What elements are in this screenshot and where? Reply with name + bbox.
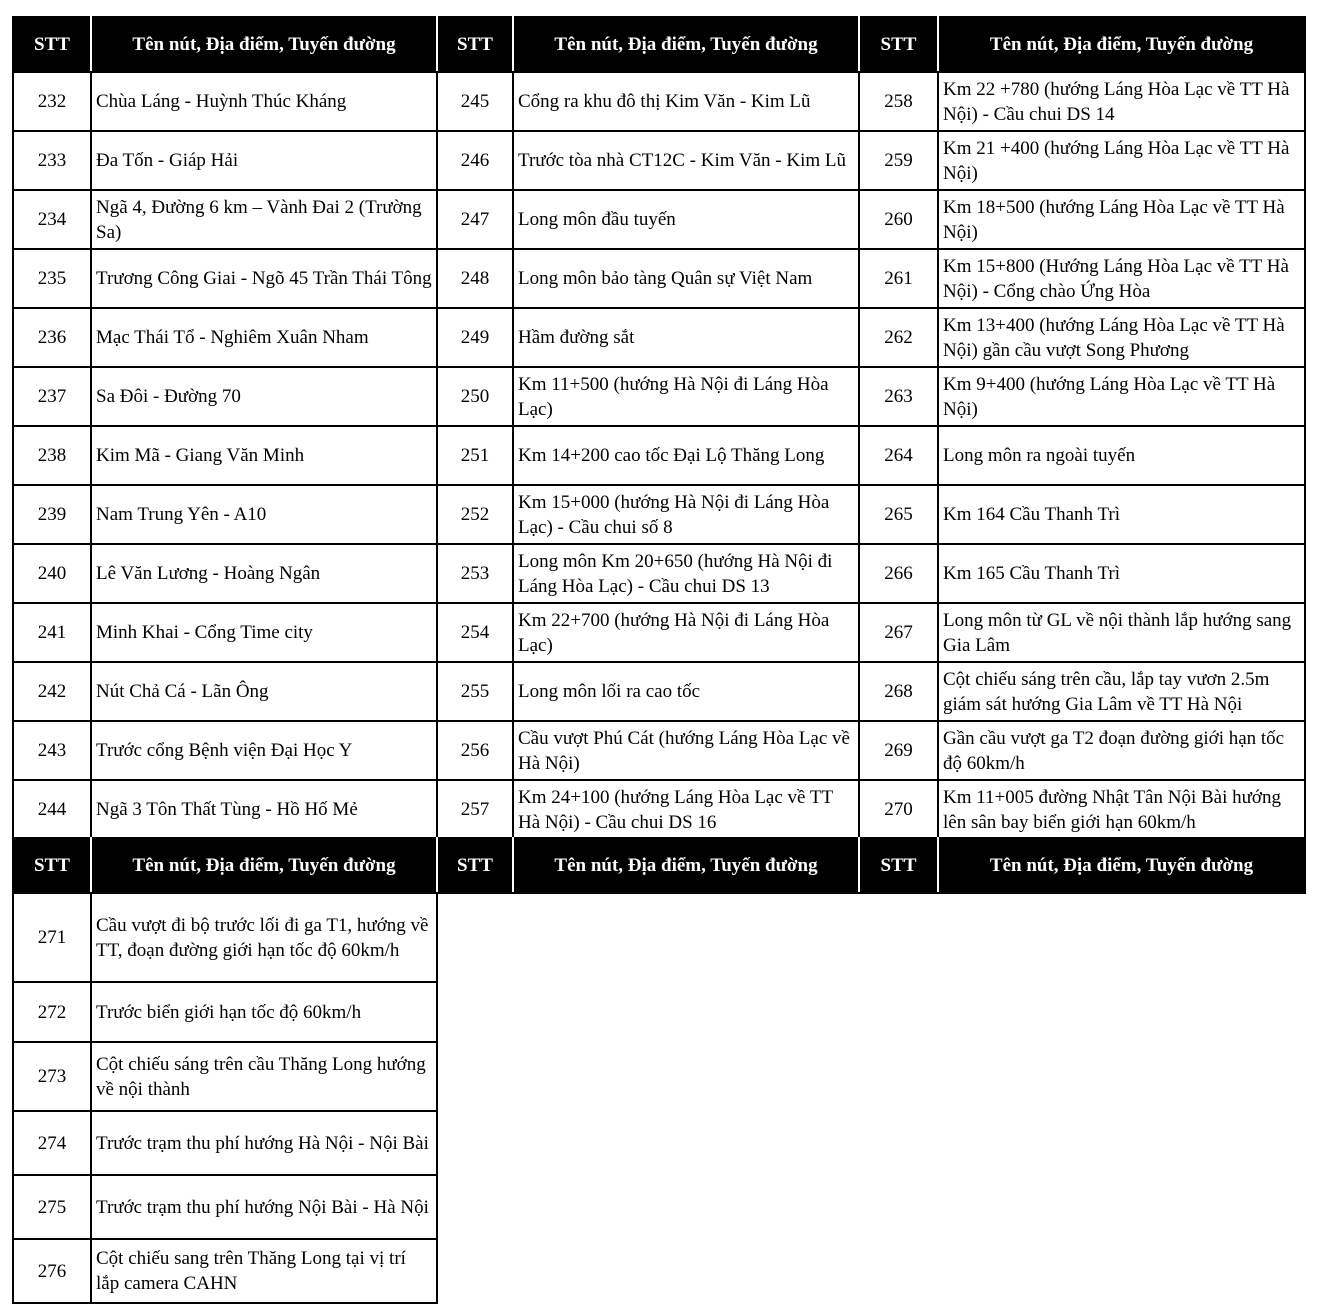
locations-table-second-header xyxy=(12,837,1306,894)
cell-location-name: Cột chiếu sáng trên cầu Thăng Long hướng về nội thành xyxy=(91,1042,437,1111)
cell-location-name: Hầm đường sắt xyxy=(513,308,859,367)
header-stt: STT xyxy=(13,17,91,72)
cell-stt: 258 xyxy=(859,72,938,131)
cell-stt: 262 xyxy=(859,308,938,367)
cell-location-name: Km 15+800 (Hướng Láng Hòa Lạc về TT Hà Nội) - Cổng chào Ứng Hòa xyxy=(938,249,1305,308)
table-header-row xyxy=(13,838,1305,893)
table-row xyxy=(13,893,437,982)
cell-location-name: Chùa Láng - Huỳnh Thúc Kháng xyxy=(91,72,437,131)
header-stt: STT xyxy=(859,17,938,72)
cell-location-name: Long môn lối ra cao tốc xyxy=(513,662,859,721)
cell-stt: 248 xyxy=(437,249,513,308)
cell-location-name: Ngã 3 Tôn Thất Tùng - Hồ Hố Mẻ xyxy=(91,780,437,839)
table-row xyxy=(13,662,1305,721)
cell-stt: 244 xyxy=(13,780,91,839)
cell-stt: 246 xyxy=(437,131,513,190)
cell-stt: 259 xyxy=(859,131,938,190)
table-row xyxy=(13,1042,437,1111)
cell-location-name: Km 14+200 cao tốc Đại Lộ Thăng Long xyxy=(513,426,859,485)
cell-location-name: Minh Khai - Cổng Time city xyxy=(91,603,437,662)
table-row xyxy=(13,367,1305,426)
cell-location-name: Lê Văn Lương - Hoàng Ngân xyxy=(91,544,437,603)
cell-stt: 234 xyxy=(13,190,91,249)
cell-location-name: Km 22+700 (hướng Hà Nội đi Láng Hòa Lạc) xyxy=(513,603,859,662)
cell-stt: 249 xyxy=(437,308,513,367)
cell-location-name: Cổng ra khu đô thị Kim Văn - Kim Lũ xyxy=(513,72,859,131)
header-name: Tên nút, Địa điểm, Tuyến đường xyxy=(938,838,1305,893)
cell-stt: 238 xyxy=(13,426,91,485)
cell-location-name: Mạc Thái Tổ - Nghiêm Xuân Nham xyxy=(91,308,437,367)
cell-stt: 253 xyxy=(437,544,513,603)
cell-location-name: Long môn Km 20+650 (hướng Hà Nội đi Láng Hòa Lạc) - Cầu chui DS 13 xyxy=(513,544,859,603)
cell-stt: 256 xyxy=(437,721,513,780)
table-row xyxy=(13,982,437,1042)
table-row xyxy=(13,1175,437,1239)
header-stt: STT xyxy=(437,838,513,893)
cell-stt: 270 xyxy=(859,780,938,839)
locations-table-continued xyxy=(12,892,438,1304)
cell-location-name: Km 164 Cầu Thanh Trì xyxy=(938,485,1305,544)
cell-stt: 267 xyxy=(859,603,938,662)
table-row xyxy=(13,721,1305,780)
cell-location-name: Km 24+100 (hướng Láng Hòa Lạc về TT Hà Nội) - Cầu chui DS 16 xyxy=(513,780,859,839)
cell-stt: 272 xyxy=(13,982,91,1042)
cell-stt: 243 xyxy=(13,721,91,780)
cell-stt: 240 xyxy=(13,544,91,603)
cell-location-name: Sa Đôi - Đường 70 xyxy=(91,367,437,426)
cell-location-name: Long môn bảo tàng Quân sự Việt Nam xyxy=(513,249,859,308)
cell-location-name: Trước cổng Bệnh viện Đại Học Y xyxy=(91,721,437,780)
cell-location-name: Km 18+500 (hướng Láng Hòa Lạc về TT Hà Nội) xyxy=(938,190,1305,249)
cell-location-name: Trước trạm thu phí hướng Nội Bài - Hà Nội xyxy=(91,1175,437,1239)
cell-location-name: Long môn từ GL về nội thành lắp hướng sang Gia Lâm xyxy=(938,603,1305,662)
cell-location-name: Trước trạm thu phí hướng Hà Nội - Nội Bài xyxy=(91,1111,437,1175)
header-name: Tên nút, Địa điểm, Tuyến đường xyxy=(513,17,859,72)
table-row xyxy=(13,485,1305,544)
cell-stt: 266 xyxy=(859,544,938,603)
cell-stt: 245 xyxy=(437,72,513,131)
cell-location-name: Long môn ra ngoài tuyến xyxy=(938,426,1305,485)
header-name: Tên nút, Địa điểm, Tuyến đường xyxy=(91,17,437,72)
cell-stt: 263 xyxy=(859,367,938,426)
cell-stt: 257 xyxy=(437,780,513,839)
cell-location-name: Trước tòa nhà CT12C - Kim Văn - Kim Lũ xyxy=(513,131,859,190)
cell-stt: 261 xyxy=(859,249,938,308)
cell-stt: 260 xyxy=(859,190,938,249)
table-header-row xyxy=(13,17,1305,72)
table-row xyxy=(13,249,1305,308)
table-row xyxy=(13,72,1305,131)
cell-location-name: Cột chiếu sang trên Thăng Long tại vị trí lắp camera CAHN xyxy=(91,1239,437,1303)
cell-location-name: Km 13+400 (hướng Láng Hòa Lạc về TT Hà Nội) gần cầu vượt Song Phương xyxy=(938,308,1305,367)
cell-stt: 239 xyxy=(13,485,91,544)
table-row xyxy=(13,190,1305,249)
table-row xyxy=(13,603,1305,662)
cell-location-name: Đa Tốn - Giáp Hải xyxy=(91,131,437,190)
cell-location-name: Nút Chả Cá - Lãn Ông xyxy=(91,662,437,721)
cell-stt: 271 xyxy=(13,893,91,982)
cell-stt: 236 xyxy=(13,308,91,367)
cell-stt: 268 xyxy=(859,662,938,721)
table-row xyxy=(13,1239,437,1303)
cell-location-name: Km 15+000 (hướng Hà Nội đi Láng Hòa Lạc) - Cầu chui số 8 xyxy=(513,485,859,544)
header-name: Tên nút, Địa điểm, Tuyến đường xyxy=(513,838,859,893)
cell-location-name: Km 11+005 đường Nhật Tân Nội Bài hướng lên sân bay biển giới hạn 60km/h xyxy=(938,780,1305,839)
header-name: Tên nút, Địa điểm, Tuyến đường xyxy=(938,17,1305,72)
cell-stt: 250 xyxy=(437,367,513,426)
cell-stt: 255 xyxy=(437,662,513,721)
cell-stt: 254 xyxy=(437,603,513,662)
cell-location-name: Kim Mã - Giang Văn Minh xyxy=(91,426,437,485)
cell-stt: 232 xyxy=(13,72,91,131)
cell-stt: 251 xyxy=(437,426,513,485)
cell-location-name: Cầu vượt Phú Cát (hướng Láng Hòa Lạc về Hà Nội) xyxy=(513,721,859,780)
header-name: Tên nút, Địa điểm, Tuyến đường xyxy=(91,838,437,893)
cell-location-name: Km 11+500 (hướng Hà Nội đi Láng Hòa Lạc) xyxy=(513,367,859,426)
cell-stt: 233 xyxy=(13,131,91,190)
cell-location-name: Trương Công Giai - Ngõ 45 Trần Thái Tông xyxy=(91,249,437,308)
cell-stt: 235 xyxy=(13,249,91,308)
cell-stt: 237 xyxy=(13,367,91,426)
table-row xyxy=(13,544,1305,603)
cell-location-name: Trước biển giới hạn tốc độ 60km/h xyxy=(91,982,437,1042)
cell-location-name: Km 9+400 (hướng Láng Hòa Lạc về TT Hà Nội) xyxy=(938,367,1305,426)
cell-location-name: Km 165 Cầu Thanh Trì xyxy=(938,544,1305,603)
table-row xyxy=(13,426,1305,485)
header-stt: STT xyxy=(437,17,513,72)
table-row xyxy=(13,780,1305,839)
cell-location-name: Gần cầu vượt ga T2 đoạn đường giới hạn tốc độ 60km/h xyxy=(938,721,1305,780)
cell-location-name: Cầu vượt đi bộ trước lối đi ga T1, hướng về TT, đoạn đường giới hạn tốc độ 60km/h xyxy=(91,893,437,982)
cell-stt: 247 xyxy=(437,190,513,249)
header-stt: STT xyxy=(13,838,91,893)
table-row xyxy=(13,308,1305,367)
cell-location-name: Km 22 +780 (hướng Láng Hòa Lạc về TT Hà Nội) - Cầu chui DS 14 xyxy=(938,72,1305,131)
cell-stt: 264 xyxy=(859,426,938,485)
cell-stt: 276 xyxy=(13,1239,91,1303)
header-stt: STT xyxy=(859,838,938,893)
cell-stt: 265 xyxy=(859,485,938,544)
cell-stt: 275 xyxy=(13,1175,91,1239)
cell-stt: 252 xyxy=(437,485,513,544)
cell-stt: 274 xyxy=(13,1111,91,1175)
cell-location-name: Km 21 +400 (hướng Láng Hòa Lạc về TT Hà Nội) xyxy=(938,131,1305,190)
cell-stt: 273 xyxy=(13,1042,91,1111)
cell-stt: 241 xyxy=(13,603,91,662)
table-row xyxy=(13,1111,437,1175)
cell-location-name: Cột chiếu sáng trên cầu, lắp tay vươn 2.5m giám sát hướng Gia Lâm về TT Hà Nội xyxy=(938,662,1305,721)
cell-stt: 242 xyxy=(13,662,91,721)
cell-location-name: Ngã 4, Đường 6 km – Vành Đai 2 (Trường Sa) xyxy=(91,190,437,249)
locations-table-main xyxy=(12,16,1306,840)
table-row xyxy=(13,131,1305,190)
cell-stt: 269 xyxy=(859,721,938,780)
cell-location-name: Long môn đầu tuyến xyxy=(513,190,859,249)
cell-location-name: Nam Trung Yên - A10 xyxy=(91,485,437,544)
